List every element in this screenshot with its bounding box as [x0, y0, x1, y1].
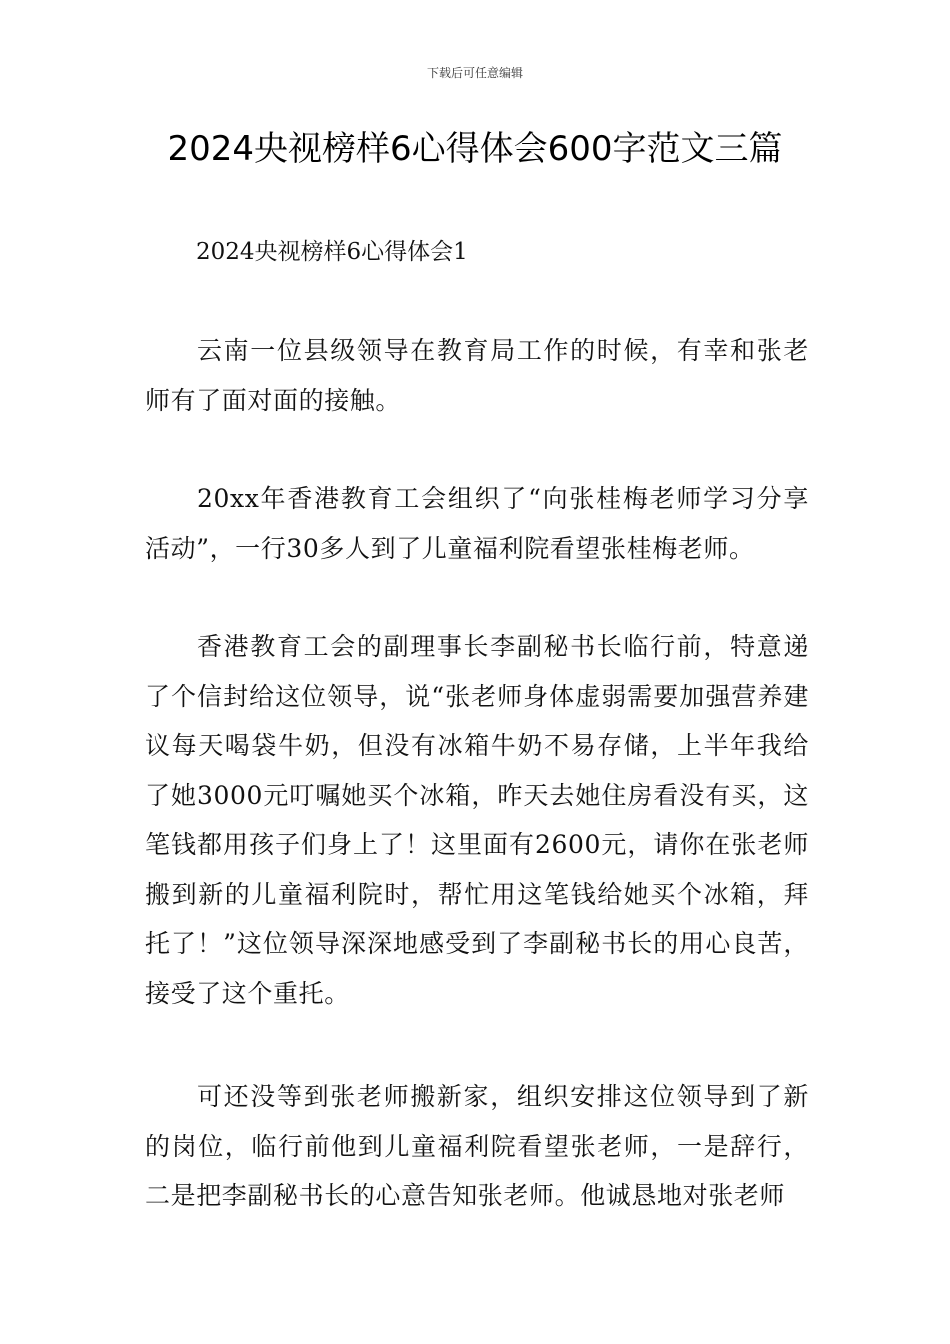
paragraph-2: 20xx年香港教育工会组织了“向张桂梅老师学习分享活动”，一行30多人到了儿童福利院看望张桂梅老师。	[145, 484, 809, 563]
paragraph-4: 可还没等到张老师搬新家，组织安排这位领导到了新的岗位，临行前他到儿童福利院看望张老师，一是辞行，二是把李副秘书长的心意告知张老师。他诚恳地对张老师	[145, 1082, 809, 1210]
document-title: 2024央视榜样6心得体会600字范文三篇	[167, 129, 783, 169]
paragraph-3: 香港教育工会的副理事长李副秘书长临行前，特意递了个信封给这位领导，说“张老师身体虚弱需要加强营养建议每天喝袋牛奶，但没有冰箱牛奶不易存储，上半年我给了她3000元叮嘱她买个冰箱，昨天去她住房看没有买，这笔钱都用孩子们身上了！这里面有2600元，请你在张老师搬到新的儿童福利院时，帮忙用这笔钱给她买个冰箱，拜托了！”这位领导深深地感受到了李副秘书长的用心良苦，接受了这个重托。	[145, 632, 809, 1008]
paragraph-1: 云南一位县级领导在教育局工作的时候，有幸和张老师有了面对面的接触。	[145, 336, 809, 415]
header-note: 下载后可任意编辑	[426, 66, 523, 80]
section-heading: 2024央视榜样6心得体会1	[196, 239, 468, 265]
